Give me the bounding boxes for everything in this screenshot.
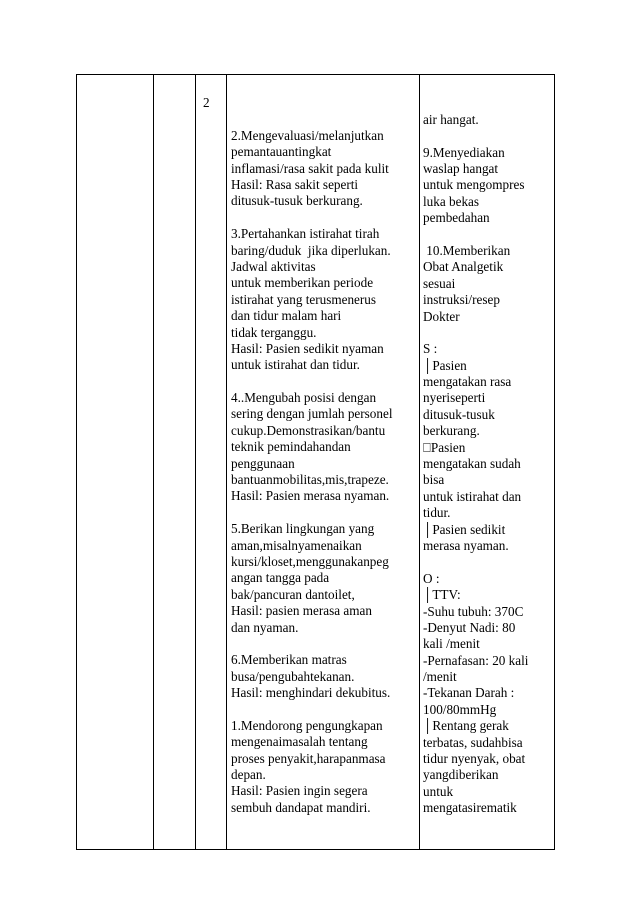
text-line: │Pasien sedikit bbox=[423, 521, 506, 537]
text-line: angan tangga pada bbox=[231, 570, 330, 586]
text-line: aman,misalnyamenaikan bbox=[231, 537, 362, 553]
diagnosis-number: 2 bbox=[203, 95, 210, 110]
text-line bbox=[231, 701, 419, 717]
text-line: untuk memberikan periode bbox=[231, 275, 374, 291]
text-line: bisa bbox=[423, 472, 445, 488]
text-line: instruksi/resep bbox=[423, 292, 500, 308]
text-line: -Denyut Nadi: 80 bbox=[423, 619, 516, 635]
text-line: waslap hangat bbox=[423, 160, 499, 176]
text-line: kursi/kloset,menggunakanpeg bbox=[231, 553, 389, 569]
text-line bbox=[231, 374, 419, 390]
text-line: ditusuk-tusuk berkurang. bbox=[231, 193, 363, 209]
text-line: O : bbox=[423, 570, 440, 586]
text-line: mengatakan sudah bbox=[423, 456, 521, 472]
text-line: 5.Berikan lingkungan yang bbox=[231, 521, 375, 537]
text-line: dan tidur malam hari bbox=[231, 308, 342, 324]
text-line bbox=[423, 325, 554, 341]
text-line: 1.Mendorong pengungkapan bbox=[231, 717, 383, 733]
text-line: 6.Memberikan matras bbox=[231, 652, 347, 668]
text-line: 3.Pertahankan istirahat tirah bbox=[231, 226, 380, 242]
text-line: mengenaimasalah tentang bbox=[231, 734, 368, 750]
text-line bbox=[423, 554, 554, 570]
text-line: untuk istirahat dan tidur. bbox=[231, 357, 360, 373]
text-line: sering dengan jumlah personel bbox=[231, 406, 393, 422]
text-line: untuk mengompres bbox=[423, 177, 525, 193]
text-line: mengatasirematik bbox=[423, 800, 517, 816]
text-line: proses penyakit,harapanmasa bbox=[231, 750, 386, 766]
text-line: 9.Menyediakan bbox=[423, 144, 505, 160]
evaluation-text bbox=[423, 112, 554, 817]
text-line: depan. bbox=[231, 767, 266, 783]
text-line: sesuai bbox=[423, 275, 456, 291]
text-line: terbatas, sudahbisa bbox=[423, 734, 523, 750]
text-line: -Suhu tubuh: 370C bbox=[423, 603, 524, 619]
text-line: yangdiberikan bbox=[423, 767, 499, 783]
empty-cell-time bbox=[154, 75, 196, 850]
text-line bbox=[423, 227, 554, 243]
text-line: air hangat. bbox=[423, 111, 479, 127]
text-line: │Pasien bbox=[423, 357, 467, 373]
text-line: Jadwal aktivitas bbox=[231, 258, 316, 274]
text-line: bak/pancuran dantoilet, bbox=[231, 586, 355, 602]
text-line: -Pernafasan: 20 kali bbox=[423, 652, 529, 668]
text-line: ⎕Pasien bbox=[423, 439, 466, 455]
text-line: tidak terganggu. bbox=[231, 324, 317, 340]
text-line: Hasil: Pasien sedikit nyaman bbox=[231, 340, 384, 356]
text-line: Hasil: Pasien merasa nyaman. bbox=[231, 488, 390, 504]
text-line: Dokter bbox=[423, 308, 460, 324]
text-line: Obat Analgetik bbox=[423, 259, 504, 275]
text-line: pemantauantingkat bbox=[231, 144, 332, 160]
text-line: -Tekanan Darah : bbox=[423, 685, 515, 701]
text-line: tidur. bbox=[423, 505, 451, 521]
text-line: berkurang. bbox=[423, 423, 480, 439]
text-line: bantuanmobilitas,mis,trapeze. bbox=[231, 472, 389, 488]
text-line: baring/duduk jika diperlukan. bbox=[231, 242, 391, 258]
text-line: untuk istirahat dan bbox=[423, 488, 522, 504]
diagnosis-number-cell bbox=[196, 75, 227, 850]
text-line: 100/80mmHg bbox=[423, 701, 497, 717]
text-line: teknik pemindahandan bbox=[231, 439, 351, 455]
text-line: inflamasi/rasa sakit pada kulit bbox=[231, 160, 389, 176]
implementation-cell bbox=[227, 75, 420, 850]
text-line: Hasil: Pasien ingin segera bbox=[231, 783, 368, 799]
text-line: Hasil: Rasa sakit seperti bbox=[231, 176, 359, 192]
text-line: penggunaan bbox=[231, 455, 295, 471]
text-line bbox=[231, 636, 419, 652]
text-line: pembedahan bbox=[423, 210, 490, 226]
empty-cell-date bbox=[77, 75, 154, 850]
text-line: mengatakan rasa bbox=[423, 374, 512, 390]
text-line: 10.Memberikan bbox=[423, 242, 511, 258]
text-line: sembuh dandapat mandiri. bbox=[231, 799, 371, 815]
text-line: untuk bbox=[423, 783, 454, 799]
text-line bbox=[231, 210, 419, 226]
text-line: istirahat yang terusmenerus bbox=[231, 291, 377, 307]
text-line: cukup.Demonstrasikan/bantu bbox=[231, 422, 386, 438]
text-line: dan nyaman. bbox=[231, 619, 299, 635]
nursing-care-table bbox=[76, 74, 555, 850]
table-row bbox=[77, 75, 555, 850]
text-line: busa/pengubahtekanan. bbox=[231, 668, 355, 684]
text-line: │Rentang gerak bbox=[423, 718, 509, 734]
text-line: ditusuk-tusuk bbox=[423, 406, 495, 422]
text-line: luka bekas bbox=[423, 193, 480, 209]
text-line: /menit bbox=[423, 669, 457, 685]
text-line bbox=[231, 505, 419, 521]
implementation-text bbox=[231, 128, 419, 816]
evaluation-cell bbox=[420, 75, 555, 850]
text-line: kali /menit bbox=[423, 636, 480, 652]
text-line: Hasil: menghindari dekubitus. bbox=[231, 685, 391, 701]
text-line: nyeriseperti bbox=[423, 390, 486, 406]
text-line bbox=[423, 128, 554, 144]
text-line: 2.Mengevaluasi/melanjutkan bbox=[231, 127, 384, 143]
text-line: 4..Mengubah posisi dengan bbox=[231, 390, 377, 406]
text-line: │TTV: bbox=[423, 587, 461, 603]
text-line: merasa nyaman. bbox=[423, 537, 509, 553]
text-line: tidur nyenyak, obat bbox=[423, 751, 526, 767]
text-line: Hasil: pasien merasa aman bbox=[231, 603, 372, 619]
text-line: S : bbox=[423, 341, 438, 357]
